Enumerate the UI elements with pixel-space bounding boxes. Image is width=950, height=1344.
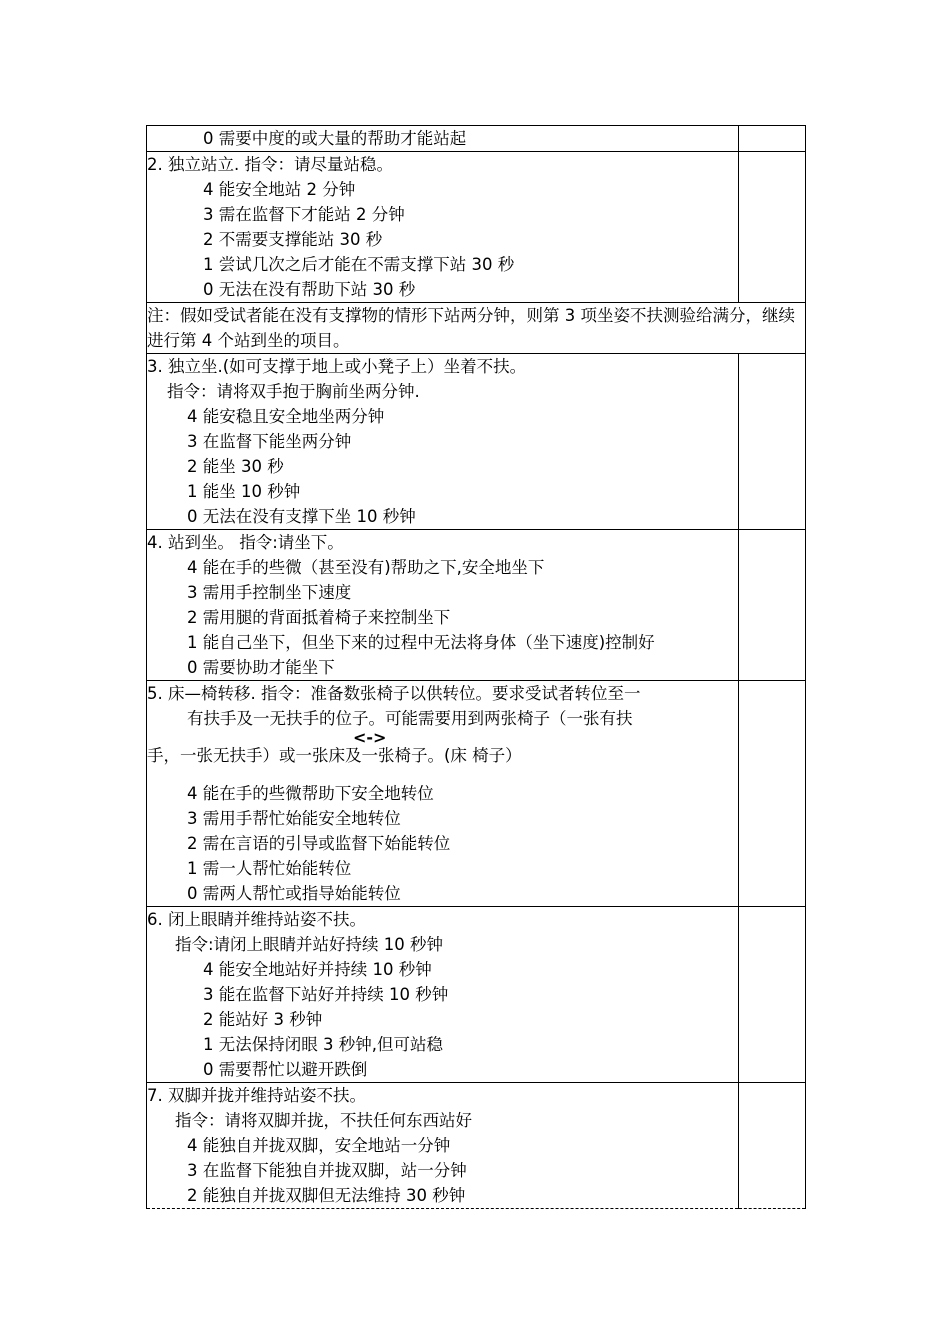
item-title: 7. 双脚并拢并维持站姿不扶。 [147, 1086, 366, 1105]
score-option: 0 需要帮忙以避开跌倒 [203, 1060, 368, 1079]
item-cell [147, 152, 739, 303]
score-option: 3 能在监督下站好并持续 10 秒钟 [203, 985, 449, 1004]
item-cell [147, 126, 739, 152]
item-cell [147, 530, 739, 681]
item-instruction: 指令:请闭上眼睛并站好持续 10 秒钟 [175, 935, 444, 954]
item-instruction: 指令：请将双脚并拢，不扶任何东西站好 [175, 1111, 472, 1130]
score-option: 1 能自己坐下，但坐下来的过程中无法将身体（坐下速度)控制好 [187, 633, 655, 652]
item-cell [147, 907, 739, 1083]
table-row [147, 126, 806, 152]
note-text: 注：假如受试者能在没有支撑物的情形下站两分钟，则第 3 项坐姿不扶测验给满分，继续进行第 4 个站到坐的项目。 [147, 306, 795, 350]
balance-assessment-table [146, 125, 806, 1209]
table-row [147, 354, 806, 530]
score-option: 2 能坐 30 秒 [187, 457, 284, 476]
item-cell [147, 681, 739, 907]
item-title: 2. 独立站立. 指令：请尽量站稳。 [147, 155, 393, 174]
score-option: 2 需在言语的引导或监督下始能转位 [187, 834, 451, 853]
score-option: 2 能独自并拢双脚但无法维持 30 秒钟 [187, 1186, 466, 1205]
score-option: 3 在监督下能独自并拢双脚，站一分钟 [187, 1161, 467, 1180]
score-cell[interactable] [738, 1083, 805, 1209]
score-option: 4 能在手的些微（甚至没有)帮助之下,安全地坐下 [187, 558, 545, 577]
score-cell[interactable] [738, 354, 805, 530]
table-row [147, 530, 806, 681]
table-row [147, 681, 806, 907]
score-option: 1 需一人帮忙始能转位 [187, 859, 352, 878]
score-option: 3 需用手控制坐下速度 [187, 583, 352, 602]
item-title: 3. 独立坐.(如可支撑于地上或小凳子上）坐着不扶。 [147, 357, 527, 376]
item-title-continued-block [147, 728, 738, 781]
score-option: 3 在监督下能坐两分钟 [187, 432, 352, 451]
score-option: 4 能安全地站好并持续 10 秒钟 [203, 960, 432, 979]
item-title: 5. 床—椅转移. 指令：准备数张椅子以供转位。要求受试者转位至一 [147, 684, 641, 703]
score-option: 4 能安全地站 2 分钟 [203, 180, 356, 199]
item-instruction: 指令：请将双手抱于胸前坐两分钟. [167, 382, 420, 401]
score-cell[interactable] [738, 681, 805, 907]
score-option: 1 尝试几次之后才能在不需支撑下站 30 秒 [203, 255, 515, 274]
score-option: 0 无法在没有帮助下站 30 秒 [203, 280, 416, 299]
score-option: 4 能在手的些微帮助下安全地转位 [187, 784, 434, 803]
bidirectional-arrow-icon: <-> [353, 728, 387, 747]
score-option: 0 需要中度的或大量的帮助才能站起 [203, 129, 467, 148]
item-title: 4. 站到坐。 指令:请坐下。 [147, 533, 344, 552]
score-cell[interactable] [738, 907, 805, 1083]
score-cell[interactable] [738, 530, 805, 681]
note-cell [147, 303, 806, 354]
score-option: 4 能安稳且安全地坐两分钟 [187, 407, 385, 426]
score-option: 0 需要协助才能坐下 [187, 658, 335, 677]
score-option: 3 需用手帮忙始能安全地转位 [187, 809, 401, 828]
score-option: 3 需在监督下才能站 2 分钟 [203, 205, 405, 224]
item-cell [147, 354, 739, 530]
score-option: 2 能站好 3 秒钟 [203, 1010, 323, 1029]
score-cell[interactable] [738, 126, 805, 152]
item-title-continued: 手，一张无扶手）或一张床及一张椅子。(床 椅子） [147, 746, 522, 765]
score-option: 2 不需要支撑能站 30 秒 [203, 230, 383, 249]
item-title: 6. 闭上眼睛并维持站姿不扶。 [147, 910, 366, 929]
score-option: 2 需用腿的背面抵着椅子来控制坐下 [187, 608, 451, 627]
item-title-continued: 有扶手及一无扶手的位子。可能需要用到两张椅子（一张有扶 [187, 709, 633, 728]
table-row [147, 303, 806, 354]
score-option: 1 无法保持闭眼 3 秒钟,但可站稳 [203, 1035, 443, 1054]
table-row [147, 152, 806, 303]
score-cell[interactable] [738, 152, 805, 303]
score-option: 0 需两人帮忙或指导始能转位 [187, 884, 401, 903]
score-option: 4 能独自并拢双脚，安全地站一分钟 [187, 1136, 451, 1155]
score-option: 1 能坐 10 秒钟 [187, 482, 301, 501]
table-row [147, 907, 806, 1083]
score-option: 0 无法在没有支撑下坐 10 秒钟 [187, 507, 416, 526]
item-cell [147, 1083, 739, 1209]
table-row [147, 1083, 806, 1209]
